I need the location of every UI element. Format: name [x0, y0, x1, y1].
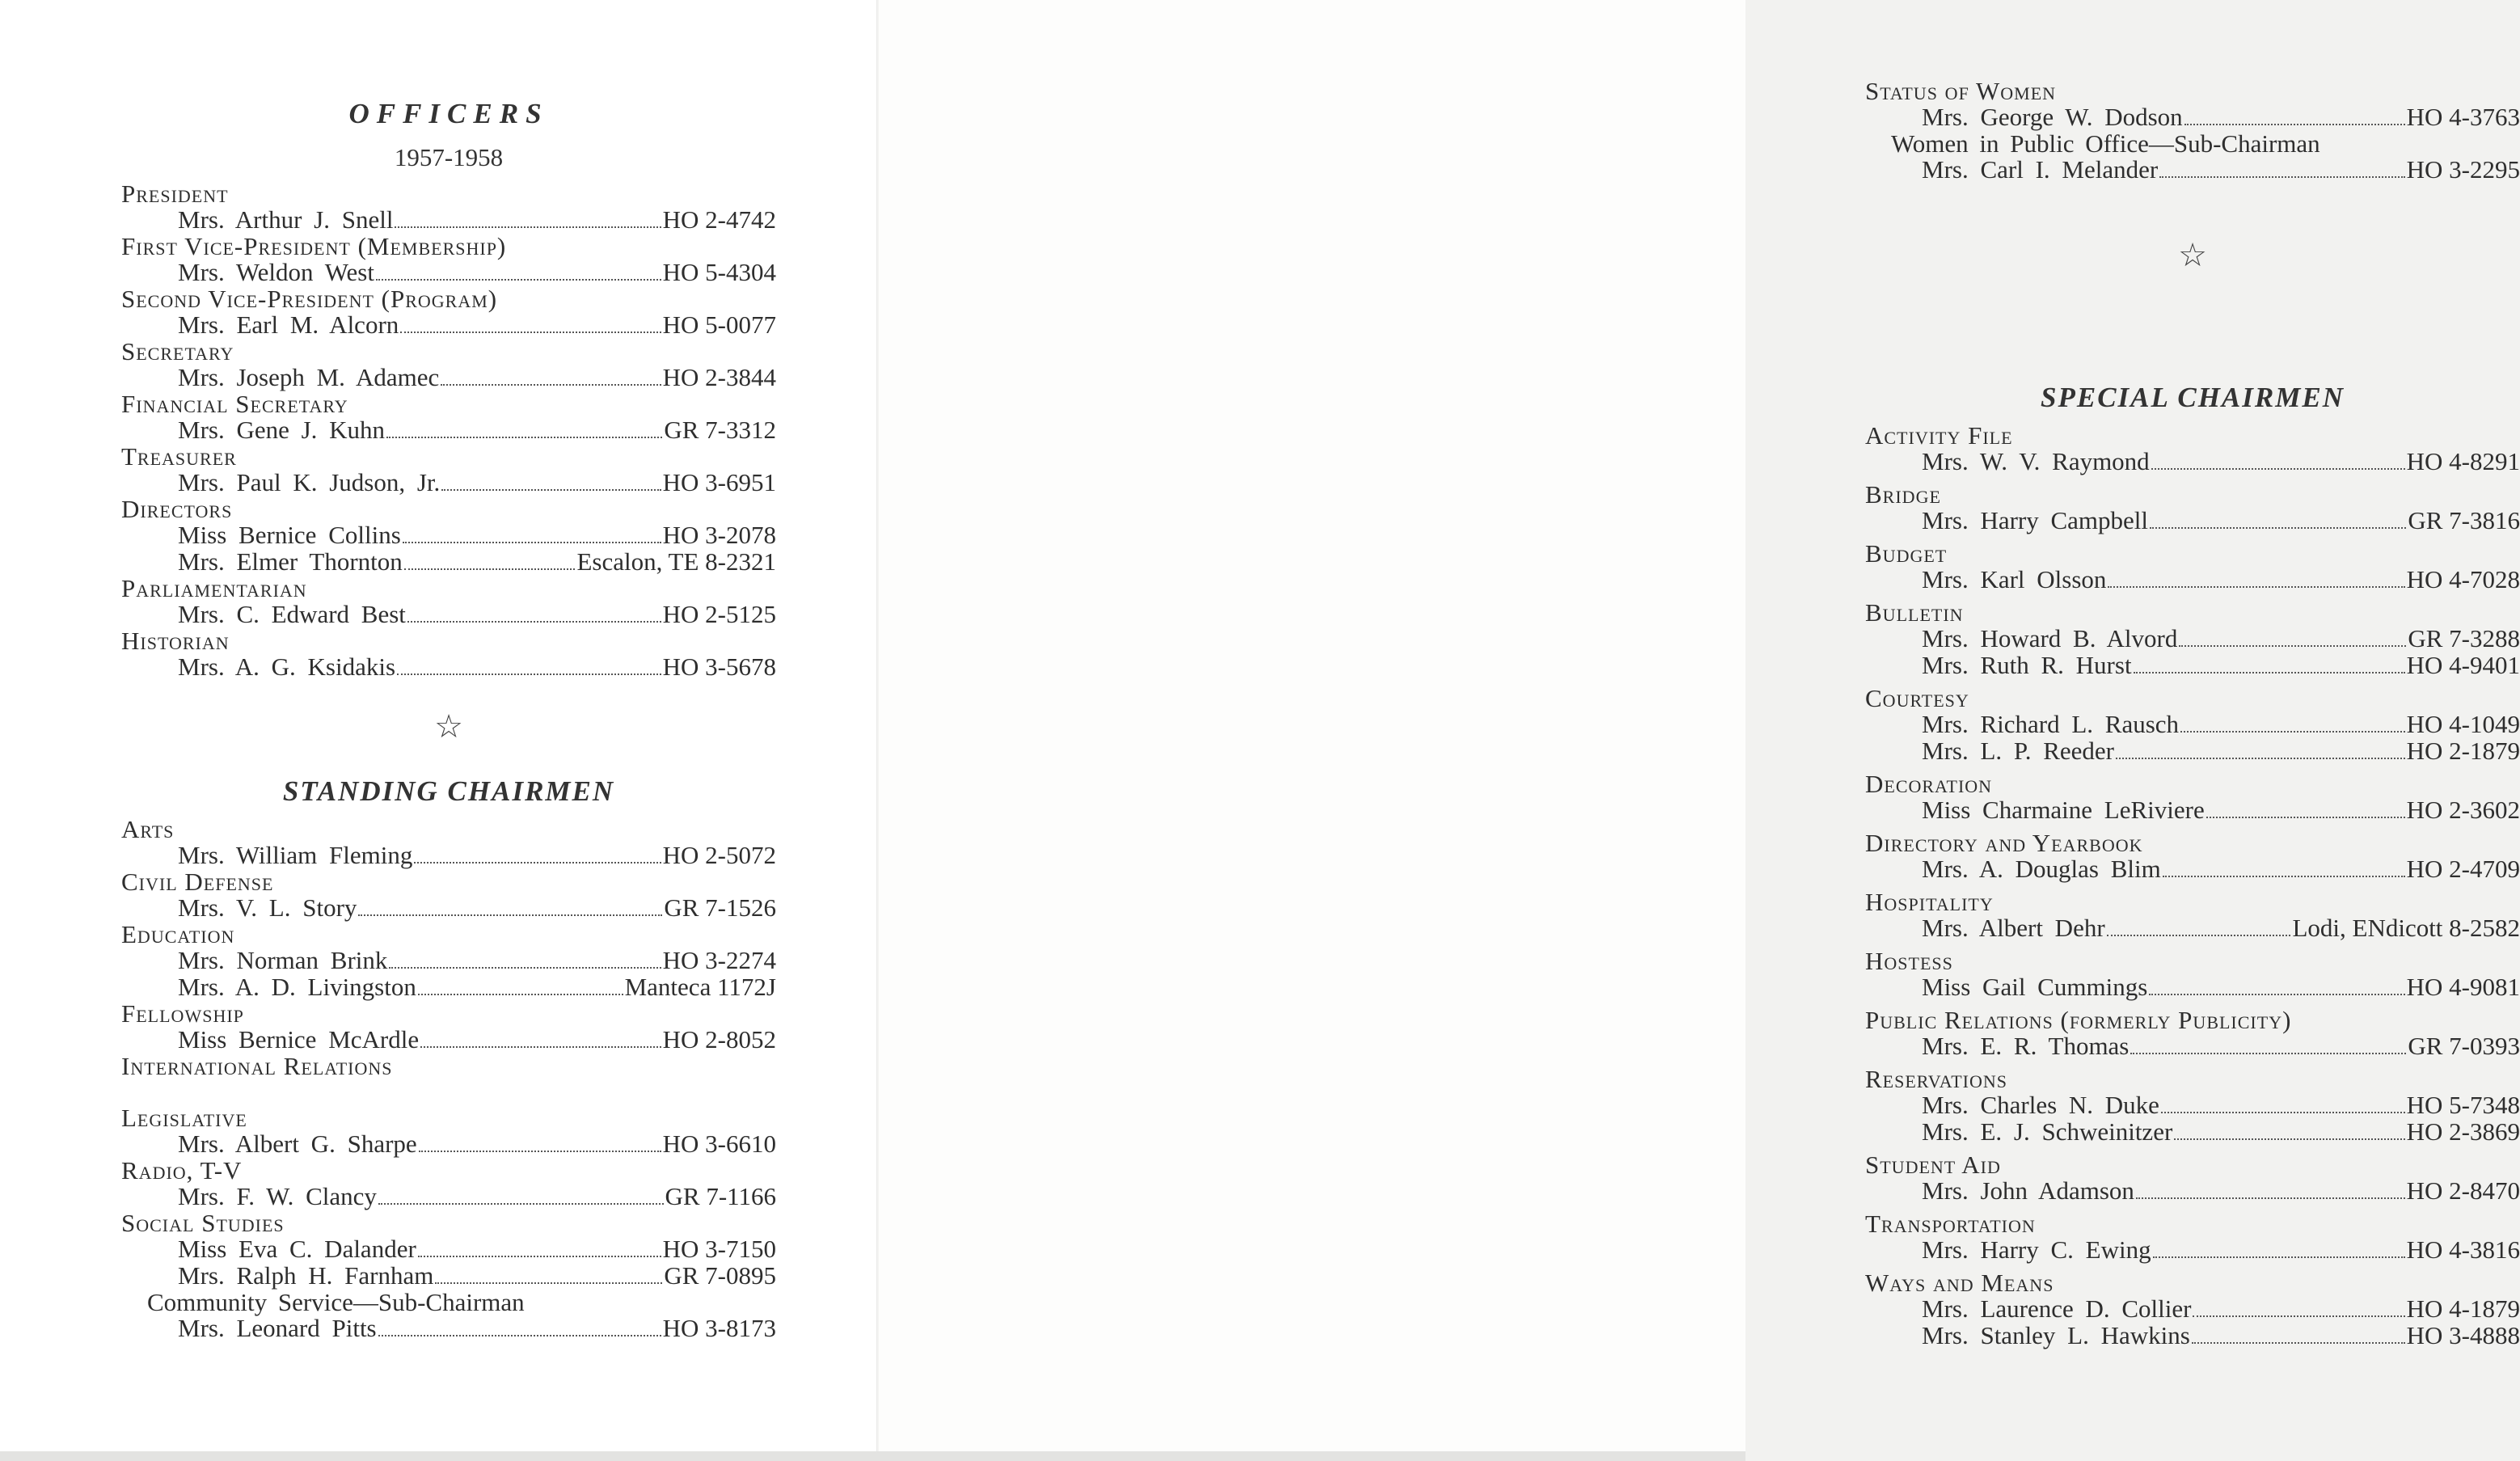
member-name: Mrs. Gene J. Kuhn	[178, 416, 386, 444]
directory-entry	[1922, 797, 2520, 824]
dot-leader	[435, 1282, 662, 1284]
directory-entry	[178, 417, 776, 444]
standing-chairmen-list	[121, 817, 776, 1342]
member-name: Mrs. L. P. Reeder	[1922, 737, 2114, 765]
directory-entry	[178, 895, 776, 922]
left-page	[0, 0, 877, 1451]
committee-group	[121, 922, 776, 1001]
phone-number: HO 2-4742	[662, 205, 776, 234]
dot-leader	[2184, 124, 2405, 125]
phone-number: HO 2-4709	[2406, 855, 2520, 883]
directory-entry	[1922, 738, 2520, 765]
dot-leader	[414, 862, 661, 864]
phone-number: HO 2-8052	[662, 1025, 776, 1054]
member-name: Mrs. A. G. Ksidakis	[178, 652, 396, 681]
dot-leader	[418, 1256, 661, 1257]
committee-group	[1865, 1270, 2520, 1349]
page-bottom-edge	[0, 1451, 1745, 1461]
phone-number: HO 3-5678	[662, 652, 776, 681]
committee-heading: Transportation	[1865, 1210, 2036, 1238]
phone-number: HO 3-2274	[662, 946, 776, 974]
phone-number: HO 3-7150	[662, 1235, 776, 1263]
dot-leader	[441, 384, 661, 386]
member-name: Mrs. Albert G. Sharpe	[178, 1130, 417, 1158]
directory-entry	[178, 549, 776, 576]
committee-heading: Secretary	[121, 337, 234, 365]
member-name: Mrs. George W. Dodson	[1922, 103, 2183, 131]
committee-group	[1865, 889, 2520, 942]
committee-heading: International Relations	[121, 1052, 393, 1080]
committee-group	[1865, 771, 2520, 824]
directory-entry	[1922, 1033, 2520, 1060]
member-name: Mrs. Harry Campbell	[1922, 506, 2149, 534]
directory-entry	[1922, 652, 2520, 679]
committee-heading: Parliamentarian	[121, 574, 307, 602]
phone-number: GR 7-1166	[665, 1182, 776, 1210]
member-name: Mrs. John Adamson	[1922, 1176, 2134, 1205]
left-column	[121, 95, 776, 1342]
member-name: Mrs. Paul K. Judson, Jr.	[178, 468, 441, 496]
dot-leader	[2149, 994, 2404, 995]
directory-entry	[178, 1263, 776, 1290]
directory-entry	[178, 1184, 776, 1210]
committee-heading: Decoration	[1865, 770, 1993, 798]
sub-chairman-group	[121, 1290, 776, 1342]
committee-group	[121, 391, 776, 444]
directory-entry	[178, 1131, 776, 1158]
dot-leader	[378, 1203, 664, 1205]
dot-leader	[2161, 1112, 2405, 1113]
member-name: Mrs. Charles N. Duke	[1922, 1091, 2159, 1119]
member-name: Mrs. Richard L. Rausch	[1922, 710, 2180, 738]
committee-group	[121, 444, 776, 496]
committee-heading: Ways and Means	[1865, 1269, 2054, 1297]
dot-leader	[2130, 1053, 2406, 1054]
directory-entry	[1922, 915, 2520, 942]
phone-number: HO 3-2078	[662, 521, 776, 549]
phone-number: HO 5-4304	[662, 258, 776, 286]
directory-entry	[1922, 1296, 2520, 1323]
dot-leader	[358, 914, 662, 916]
right-page	[879, 0, 2520, 1451]
committee-group	[1865, 1211, 2520, 1264]
phone-number: HO 5-0077	[662, 310, 776, 339]
dot-leader	[395, 226, 661, 228]
committee-heading: Financial Secretary	[121, 390, 348, 418]
committee-heading: President	[121, 179, 229, 208]
dot-leader	[420, 1046, 661, 1048]
sub-chairman-group	[1865, 131, 2520, 184]
phone-number: HO 3-8173	[662, 1314, 776, 1342]
dot-leader	[386, 437, 662, 438]
committee-group	[121, 286, 776, 339]
dot-leader	[2150, 527, 2406, 529]
member-name: Miss Eva C. Dalander	[178, 1235, 416, 1263]
directory-entry	[178, 207, 776, 234]
member-name: Miss Charmaine LeRiviere	[1922, 796, 2205, 824]
directory-entry	[178, 365, 776, 391]
committee-heading: Public Relations (formerly Publicity)	[1865, 1006, 2292, 1034]
dot-leader	[397, 673, 661, 675]
committee-heading: Budget	[1865, 539, 1948, 568]
member-name: Mrs. Weldon West	[178, 258, 374, 286]
dot-leader	[2107, 935, 2291, 936]
member-name: Miss Bernice Collins	[178, 521, 401, 549]
committee-heading: Radio, T-V	[121, 1156, 243, 1184]
officers-title: OFFICERS	[348, 98, 549, 129]
committee-group	[1865, 78, 2520, 131]
dot-leader	[400, 331, 661, 333]
dot-leader	[2153, 1256, 2405, 1258]
phone-number: HO 4-7028	[2406, 565, 2520, 593]
member-name: Mrs. Karl Olsson	[1922, 565, 2107, 593]
dot-leader	[2193, 1315, 2404, 1317]
directory-entry	[178, 522, 776, 549]
special-chairmen-title: SPECIAL CHAIRMEN	[2041, 382, 2345, 413]
star-divider-icon: ☆	[2178, 237, 2207, 274]
committee-heading: Status of Women	[1865, 77, 2057, 105]
committee-group	[121, 1105, 776, 1158]
directory-entry	[178, 470, 776, 496]
committee-heading: Civil Defense	[121, 868, 274, 896]
member-name: Mrs. Stanley L. Hawkins	[1922, 1321, 2190, 1349]
committee-heading: Hospitality	[1865, 888, 1994, 916]
phone-number: HO 2-3869	[2406, 1117, 2520, 1146]
directory-entry	[1922, 157, 2520, 184]
committee-heading: Courtesy	[1865, 684, 1969, 712]
directory-entry	[1922, 449, 2520, 475]
phone-number: HO 4-1879	[2406, 1294, 2520, 1323]
dot-leader	[418, 994, 623, 995]
phone-number: HO 3-6610	[662, 1130, 776, 1158]
member-name: Mrs. F. W. Clancy	[178, 1182, 377, 1210]
directory-entry	[1922, 1178, 2520, 1205]
committee-group	[121, 1210, 776, 1290]
committee-heading: Student Aid	[1865, 1151, 2001, 1179]
committee-group	[121, 1054, 776, 1079]
directory-entry	[1922, 856, 2520, 883]
phone-number: HO 4-9401	[2406, 651, 2520, 679]
phone-number: HO 2-3602	[2406, 796, 2520, 824]
dot-leader	[2192, 1342, 2405, 1344]
committee-group	[1865, 600, 2520, 679]
directory-entry	[1922, 508, 2520, 534]
committee-heading: Fellowship	[121, 999, 244, 1028]
phone-number: GR 7-0895	[664, 1261, 776, 1290]
sub-chairman-heading: Women in Public Office—Sub-Chairman	[1891, 129, 2320, 158]
member-name: Mrs. A. Douglas Blim	[1922, 855, 2161, 883]
committee-heading: Directors	[121, 495, 233, 523]
committee-group	[121, 869, 776, 922]
directory-entry	[1922, 711, 2520, 738]
committee-heading: Historian	[121, 627, 230, 655]
committee-heading: Hostess	[1865, 947, 1953, 975]
member-name: Mrs. Elmer Thornton	[178, 547, 403, 576]
dot-leader	[378, 1335, 661, 1336]
committee-group	[121, 339, 776, 391]
member-name: Mrs. Ralph H. Farnham	[178, 1261, 434, 1290]
directory-entry	[178, 1315, 776, 1342]
directory-entry	[178, 842, 776, 869]
member-name: Miss Bernice McArdle	[178, 1025, 420, 1054]
phone-number: HO 3-4888	[2406, 1321, 2520, 1349]
member-name: Mrs. E. J. Schweinitzer	[1922, 1117, 2173, 1146]
committee-heading: Second Vice-President (Program)	[121, 285, 498, 313]
member-name: Mrs. Laurence D. Collier	[1922, 1294, 2192, 1323]
committee-group	[1865, 948, 2520, 1001]
dot-leader	[2174, 1138, 2404, 1140]
member-name: Mrs. Howard B. Alvord	[1922, 624, 2178, 652]
directory-entry	[178, 602, 776, 628]
committee-group	[121, 1158, 776, 1210]
directory-entry	[1922, 1092, 2520, 1119]
phone-number: Escalon, TE 8-2321	[576, 547, 776, 576]
phone-number: GR 7-1526	[664, 893, 776, 922]
dot-leader	[2180, 731, 2405, 733]
member-name: Mrs. Earl M. Alcorn	[178, 310, 399, 339]
phone-number: GR 7-3288	[2408, 624, 2520, 652]
directory-entry	[1922, 1323, 2520, 1349]
member-name: Mrs. Harry C. Ewing	[1922, 1235, 2151, 1264]
member-name: Mrs. Ruth R. Hurst	[1922, 651, 2132, 679]
dot-leader	[389, 967, 661, 969]
dot-leader	[2134, 672, 2405, 673]
phone-number: HO 3-2295	[2406, 155, 2520, 184]
right-column	[1865, 78, 2520, 1356]
committee-heading: Treasurer	[121, 442, 237, 471]
committee-heading: Bulletin	[1865, 598, 1964, 627]
committee-heading: Directory and Yearbook	[1865, 829, 2143, 857]
directory-entry	[1922, 626, 2520, 652]
directory-entry	[178, 1027, 776, 1054]
committee-group	[121, 576, 776, 628]
directory-entry	[1922, 974, 2520, 1001]
member-name: Mrs. A. D. Livingston	[178, 973, 416, 1001]
directory-entry	[1922, 104, 2520, 131]
committee-group	[1865, 482, 2520, 534]
phone-number: HO 4-9081	[2406, 973, 2520, 1001]
standing-chairmen-title: STANDING CHAIRMEN	[282, 775, 615, 807]
dot-leader	[2163, 876, 2405, 877]
committee-group	[1865, 541, 2520, 593]
member-name: Mrs. E. R. Thomas	[1922, 1032, 2130, 1060]
phone-number: HO 2-8470	[2406, 1176, 2520, 1205]
phone-number: HO 2-1879	[2406, 737, 2520, 765]
star-divider-icon: ☆	[434, 708, 463, 745]
dot-leader	[2159, 176, 2404, 178]
member-name: Mrs. Norman Brink	[178, 946, 388, 974]
directory-entry	[178, 260, 776, 286]
dot-leader	[2206, 817, 2405, 818]
member-name: Mrs. William Fleming	[178, 841, 413, 869]
committee-group	[121, 181, 776, 234]
officers-years: 1957-1958	[394, 143, 504, 171]
member-name: Mrs. V. L. Story	[178, 893, 357, 922]
member-name: Mrs. Carl I. Melander	[1922, 155, 2159, 184]
member-name: Mrs. C. Edward Best	[178, 600, 406, 628]
phone-number: GR 7-3816	[2408, 506, 2520, 534]
member-name: Miss Gail Cummings	[1922, 973, 2148, 1001]
phone-number: HO 4-1049	[2406, 710, 2520, 738]
special-chairmen-list	[1865, 423, 2520, 1349]
member-name: Mrs. Albert Dehr	[1922, 914, 2105, 942]
dot-leader	[419, 1151, 661, 1152]
committee-heading: Activity File	[1865, 421, 2013, 450]
phone-number: HO 4-3763	[2406, 103, 2520, 131]
committee-group	[1865, 1066, 2520, 1146]
committee-group	[121, 817, 776, 869]
committee-group	[1865, 830, 2520, 883]
committee-heading: Legislative	[121, 1104, 247, 1132]
committee-heading: Arts	[121, 815, 175, 843]
officers-list	[121, 181, 776, 681]
dot-leader	[2116, 758, 2405, 759]
phone-number: HO 5-7348	[2406, 1091, 2520, 1119]
phone-number: HO 4-3816	[2406, 1235, 2520, 1264]
directory-entry	[1922, 1119, 2520, 1146]
committee-group	[1865, 1152, 2520, 1205]
member-name: Mrs. Joseph M. Adamec	[178, 363, 440, 391]
dot-leader	[2136, 1197, 2405, 1199]
dot-leader	[441, 489, 661, 491]
committee-group	[1865, 1007, 2520, 1060]
sub-chairman-heading: Community Service—Sub-Chairman	[147, 1288, 525, 1316]
directory-entry	[1922, 567, 2520, 593]
directory-entry	[178, 974, 776, 1001]
directory-entry	[178, 312, 776, 339]
member-name: Mrs. W. V. Raymond	[1922, 447, 2150, 475]
committee-heading: First Vice-President (Membership)	[121, 232, 507, 260]
committee-heading: Social Studies	[121, 1209, 285, 1237]
phone-number: HO 2-5125	[662, 600, 776, 628]
phone-number: Lodi, ENdicott 8-2582	[2292, 914, 2520, 942]
dot-leader	[376, 279, 661, 281]
phone-number: Manteca 1172J	[624, 973, 776, 1001]
committee-group	[121, 628, 776, 681]
committee-heading: Education	[121, 920, 235, 948]
dot-leader	[403, 542, 661, 543]
committee-group	[121, 1001, 776, 1054]
dot-leader	[2108, 586, 2404, 588]
dot-leader	[2179, 645, 2406, 647]
committee-group	[1865, 686, 2520, 765]
phone-number: HO 2-3844	[662, 363, 776, 391]
committee-heading: Bridge	[1865, 480, 1941, 509]
directory-entry	[1922, 1237, 2520, 1264]
dot-leader	[2151, 468, 2405, 470]
dot-leader	[404, 568, 576, 570]
status-of-women-list	[1865, 78, 2520, 184]
phone-number: GR 7-3312	[664, 416, 776, 444]
phone-number: HO 3-6951	[662, 468, 776, 496]
directory-entry	[178, 1236, 776, 1263]
directory-entry	[178, 948, 776, 974]
phone-number: GR 7-0393	[2408, 1032, 2520, 1060]
committee-group	[1865, 423, 2520, 475]
committee-group	[121, 234, 776, 286]
committee-heading: Reservations	[1865, 1065, 2007, 1093]
directory-entry	[178, 654, 776, 681]
phone-number: HO 2-5072	[662, 841, 776, 869]
dot-leader	[407, 621, 661, 623]
phone-number: HO 4-8291	[2406, 447, 2520, 475]
committee-group	[121, 496, 776, 576]
member-name: Mrs. Leonard Pitts	[178, 1314, 377, 1342]
member-name: Mrs. Arthur J. Snell	[178, 205, 394, 234]
